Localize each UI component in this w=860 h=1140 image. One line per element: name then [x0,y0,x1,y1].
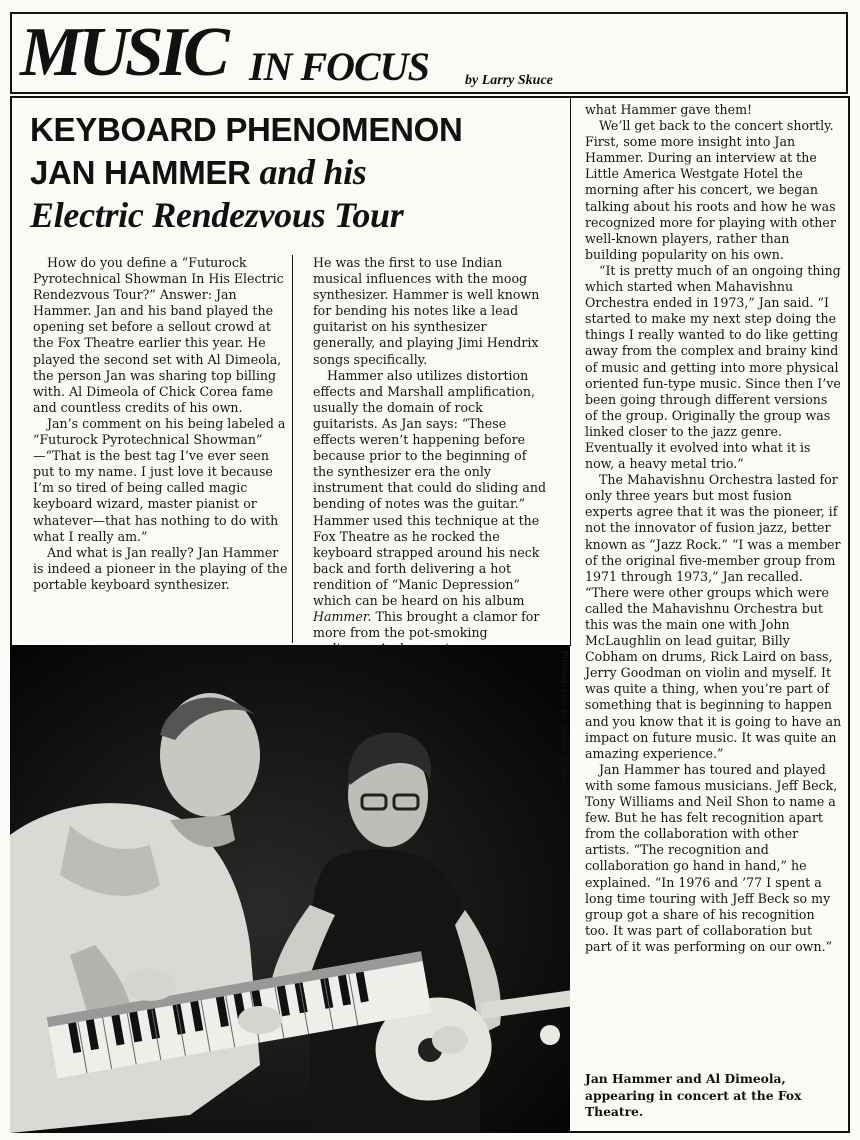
article-column-3 [585,102,842,955]
album-title: Hammer. [313,609,372,625]
headline-line-2 [30,151,560,194]
column-divider-middle [292,255,293,643]
photo-caption: Jan Hammer and Al Dimeola, appearing in concert at the Fox Theatre. [585,1071,802,1119]
paragraph: He was the first to use Indian musical influences with the moog synthesizer. Hammer is well known for bending his notes like a lead guitarist on his synthesizer generally, and playing Jimi Hendrix songs specifically. [313,255,540,367]
right-border [848,96,850,1133]
photo-credit-text: Photograph by Dainis Kiperts [559,650,569,792]
headline-name: JAN HAMMER [30,154,251,191]
concert-photo [10,645,570,1133]
masthead-title-music: MUSIC [20,14,226,91]
paragraph-text: This brought a clamor for more from the pot-smoking [313,609,540,641]
masthead [10,12,848,94]
article-headline [30,108,560,237]
paragraph: We’ll get back to the concert shortly. First, some more insight into Jan Hammer. During an interview at the Little America Westgate Hotel the morning after his concert, we began talking about his roots and how he was recognized more for playing with other well-known players, rather than building popularity on his own. [585,118,836,262]
column-divider-right [570,96,571,646]
masthead-title-in-focus: IN FOCUS [249,44,429,89]
paragraph: And what is Jan really? Jan Hammer is indeed a pioneer in the playing of the portable keyboard synthesizer. [33,544,288,592]
paragraph-text: Hammer also utilizes distortion effects and Marshall amplification, usually the domain of rock guitarists. As Jan says: “These effects weren’t happening before because prior to the beginning of the synthesizer era the only instrument that could do sliding and bending of notes was the guitar.” Hammer used this technique at the Fox Theatre as he rocked the keyboard strapped around his neck back and forth delivering a hot rendition of “Manic Depression” which can be heard on his album [313,367,547,608]
paragraph: The Mahavishnu Orchestra lasted for only three years but most fusion experts agree that it was the pioneer, if not the innovator of fusion jazz, better known as “Jazz Rock.” “I was a member of the original five-member group from 1971 through 1973,” Jan recalled. “There were other groups which were called the Mahavishnu Orchestra but this was the main one with John McLaughlin on lead guitar, Billy Cobham on drums, Rick Laird on bass, Jerry Goodman on violin and myself. It was quite a thing, when you’re part of something that is beginning to happen and you know that it is going to have an impact on future music. It was quite an amazing experience.” [585,472,842,761]
headline-line-1: KEYBOARD PHENOMENON [30,111,463,148]
article-column-2 [313,255,548,657]
paragraph: How do you define a “Futurock Pyrotechnical Showman In His Electric Rendezvous Tour?” Answer: Jan Hammer. Jan and his band played the opening set before a sellout crowd at the Fox Theatre earlier this year. He played the second set with Al Dimeola, the person Jan was sharing top billing with. Al Dimeola of Chick Corea fame and countless credits of his own. [33,255,284,415]
headline-and-his: and his [259,152,367,192]
paragraph: what Hammer gave them! [585,102,753,117]
paragraph: Jan Hammer has toured and played with some famous musicians. Jeff Beck, Tony Williams and Neil Shon to name a few. But he has felt recognition apart from the collaboration with other artists. “The recognition and collaboration go hand in hand,” he explained. “In 1976 and ’77 I spent a long time touring with Jeff Beck so my group got a share of his recognition too. It was part of collaboration but part of it was performing on our own.” [585,761,838,954]
left-border [10,96,12,645]
paragraph: “It is pretty much of an ongoing thing which started when Mahavishnu Orchestra ended in 1973,” Jan said. “I started to make my next step doing the things I really wanted to do like getting away from the complex and brainy kind of music and getting into more physical oriented fun-type music. Since then I’ve been going through different versions of the group. Originally the group was linked closer to the jazz genre. Eventually it evolved into what it is now, a heavy metal trio.” [585,262,841,472]
bottom-rule [570,1131,850,1133]
article-column-1 [33,255,288,593]
concert-photo-illustration [10,645,570,1133]
headline-line-3: Electric Rendezvous Tour [30,195,404,235]
paragraph [313,368,548,658]
photo-credit [556,650,570,792]
top-rule [10,96,848,98]
paragraph: Jan’s comment on his being labeled a “Futurock Pyrotechnical Showman” —“That is the best tag I’ve ever seen put to my name. I just love it because I’m so tired of being called magic keyboard wizard, master pianist or whatever—that has nothing to do with what I really am.” [33,415,286,544]
masthead-byline: by Larry Skuce [465,73,553,88]
